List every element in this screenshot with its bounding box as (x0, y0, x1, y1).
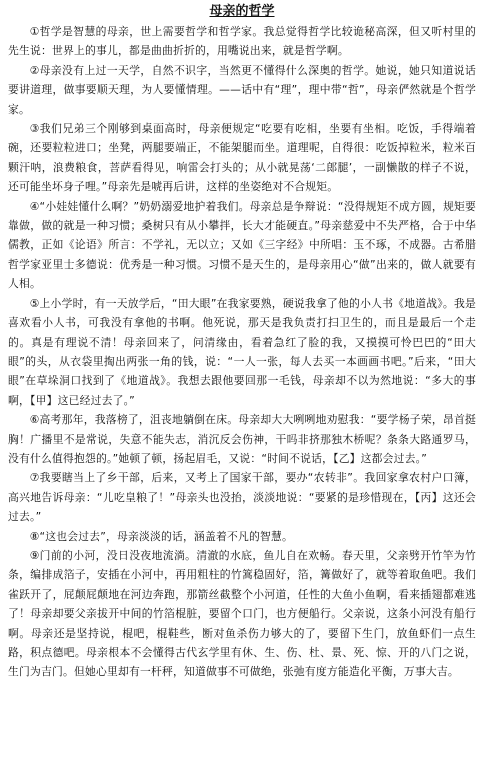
article-title: 母亲的哲学 (209, 4, 275, 19)
paragraph-6: ⑥高考那年，我落榜了，沮丧地躺倒在床。母亲却大大咧咧地劝慰我：“要学杨子荣，昂首挺胸！广播里不是常说，失意不能失志，消沉反会伤神，干吗非挤那独木桥呢？条条大路通罗马，没有什么值得抱怨的。”她顿了顿，扬起眉毛，又说：“时间不说话，【乙】这都会过去。” (8, 413, 476, 465)
paragraph-2: ②母亲没有上过一天学，自然不识字，当然更不懂得什么深奥的哲学。她说，她只知道说话要讲道理，做事要顺天理，为人要懂情理。——话中有“理”，理中带“哲”，母亲俨然就是个哲学家。 (8, 63, 476, 116)
paragraph-3: ③我们兄弟三个刚够到桌面高时，母亲便规定“吃要有吃相，坐要有坐相。吃饭，手得端着碗，还要粒粒进口；坐凳，两腿要端正，不能架腿而坐。道理呢，自得很：吃饭掉粒米，粒米百颗汗呐，浪费粮食，菩萨看得见，响雷会打头的；从小就晃荡‘二郎腿’，一副懒散的样子不说，还可能坐坏身子哩。”母亲先是唬再后讲，这样的坐姿绝对不合规矩。 (8, 122, 476, 194)
paragraph-5: ⑤上小学时，有一天放学后，“田大眼”在我家要熟，硬说我拿了他的小人书《地道战》。我是喜欢看小人书，可我没有拿他的书啊。他死说，那天是我负责打扫卫生的，而且是最后一个走的。真是有理说不清！母亲回来了，问清缘由，看着急红了脸的我，又摸摸可怜巴巴的“田大眼”的头，从衣袋里掏出两张一角的钱，说：“一人一张，每人去买一本画画书吧。”后来，“田大眼”在草垛洞口找到了《地道战》。我想去跟他要回那一毛钱，母亲却不以为然地说：“多大的事啊，【甲】这已经过去了。” (8, 296, 476, 407)
paragraph-7: ⑦我要瞎当上了乡干部，后来，又考上了国家干部，要办“农转非”。我回家拿农村户口簿，高兴地告诉母亲：“儿吃皇粮了！”母亲头也没抬，淡淡地说：“要紧的是珍惜现在，【丙】这还会过去。” (8, 471, 476, 524)
paragraph-9: ⑨门前的小河，没日没夜地流淌。清澈的水底，鱼儿自在欢畅。春天里，父亲劈开竹竿为竹条，编排成箔子，安插在小河中，再用粗柱的竹篙稳固好，箔，篝做好了，就等着取鱼吧。我们雀跃开了，屁颠屁颠地在河边奔跑，那箭丝截整个小河道，任性的大鱼小鱼啊，看来插翅都难逃了！母亲却要父亲拔开中间的竹箔棍脏，要留个口门，也方便船行。父亲说，这条小河没有船行啊。母亲还是坚持说，棍吧，棍鞋些，断对鱼杀伤力够大的了，要留下生门，放鱼虾们一点生路，积点德吧。母亲根本不会懂得古代玄学里有休、生、伤、杜、景、死、惊、开的八门之说，生门为吉门。但她心里却有一杆秤，知道做事不可做绝，张弛有度方能造化平衡，万事大吉。 (8, 548, 476, 679)
paragraph-4: ④“小娃娃懂什么啊？”奶奶溺爱地护着我们。母亲总是争辩说：“没得规矩不成方圆，规矩要靠做，做的就是一种习惯；桑树只有从小攀拌，长大才能硬直。”母亲慈爱中不失严格，合于中华儒教，正如《论语》所言：不学礼，无以立；又如《三字经》中所唱：玉不琢，不成器。古希腊哲学家亚里士多德说：优秀是一种习惯。习惯不是天生的，是母亲用心“做”出来的，做人就要有人相。 (8, 199, 476, 291)
paragraph-1: ①哲学是智慧的母亲，世上需要哲学和哲学家。我总觉得哲学比较诡秘高深，但又听村里的先生说：世界上的事儿，都是曲曲折折的，用嘴说出来，就是哲学啊。 (8, 25, 476, 58)
paragraph-8: ⑧“这也会过去”，母亲淡淡的话，涵盖着不凡的智慧。 (29, 529, 293, 543)
